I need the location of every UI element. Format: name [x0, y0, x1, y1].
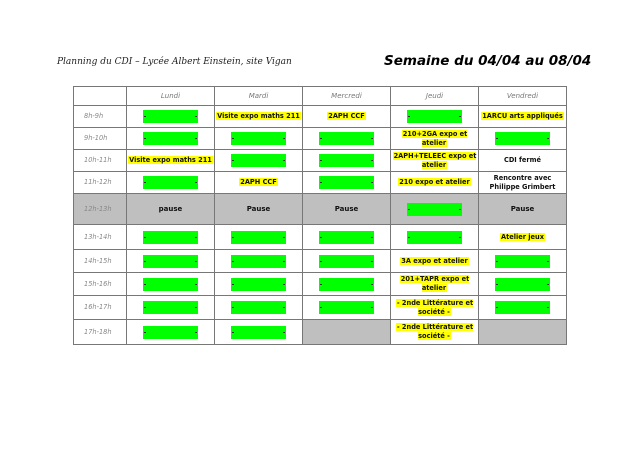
schedule-cell: [479, 250, 567, 273]
available-slot-marker: [143, 231, 198, 244]
schedule-cell: [127, 320, 215, 345]
booked-activity: - 2nde Littérature et société -: [396, 323, 474, 340]
booked-activity: 3A expo et atelier: [401, 256, 468, 265]
schedule-cell: [215, 250, 303, 273]
available-slot-marker: [495, 255, 550, 268]
available-slot-marker: [319, 132, 374, 145]
booked-activity: 201+TAPR expo et atelier: [400, 275, 470, 292]
schedule-cell: [391, 128, 479, 150]
schedule-cell: [127, 225, 215, 250]
available-slot-marker: [407, 110, 462, 123]
day-header: Mercredi: [303, 87, 391, 106]
time-slot: 10h-11h: [74, 150, 127, 172]
schedule-cell: [215, 106, 303, 128]
schedule-table: [73, 86, 567, 345]
schedule-cell: [479, 320, 567, 345]
booked-activity: Atelier jeux: [501, 232, 544, 241]
week-title: Semaine du 04/04 au 08/04: [384, 53, 592, 69]
schedule-cell: [127, 172, 215, 194]
time-slot: 8h-9h: [74, 106, 127, 128]
booked-activity: 210 expo et atelier: [399, 178, 470, 186]
available-slot-marker: [231, 132, 286, 145]
schedule-cell: [303, 150, 391, 172]
planning-title: Planning du CDI – Lycée Albert Einstein, site Vigan: [57, 57, 292, 67]
time-slot: 11h-12h: [74, 172, 127, 194]
schedule-cell: [391, 172, 479, 194]
schedule-row: [74, 106, 567, 128]
time-slot: 16h-17h: [74, 296, 127, 320]
time-slot: 15h-16h: [74, 273, 127, 296]
day-header-row: [74, 87, 567, 106]
available-slot-marker: [143, 176, 198, 189]
booked-activity: 210+2GA expo et atelier: [402, 129, 468, 147]
time-slot: 13h-14h: [74, 225, 127, 250]
schedule-row: [74, 296, 567, 320]
booked-activity: 2APH+TELEEC expo et atelier: [393, 151, 477, 169]
time-slot: 9h-10h: [74, 128, 127, 150]
schedule-row: [74, 320, 567, 345]
available-slot-marker: [231, 326, 286, 339]
schedule-row: [74, 250, 567, 273]
schedule-cell: [391, 225, 479, 250]
available-slot-marker: [231, 154, 286, 167]
day-header: Jeudi: [391, 87, 479, 106]
schedule-cell: [303, 296, 391, 320]
schedule-row: [74, 273, 567, 296]
schedule-cell: [215, 225, 303, 250]
schedule-cell: [215, 296, 303, 320]
booked-activity: 1ARCU arts appliqués: [482, 112, 563, 120]
schedule-row: [74, 128, 567, 150]
schedule-cell: [479, 106, 567, 128]
schedule-cell: [303, 273, 391, 296]
available-slot-marker: [143, 278, 198, 291]
schedule-cell: [479, 172, 567, 194]
schedule-cell: [127, 250, 215, 273]
booked-activity: - 2nde Littérature et société -: [396, 298, 474, 316]
schedule-cell: [391, 250, 479, 273]
schedule-cell: [215, 172, 303, 194]
schedule-cell: [303, 250, 391, 273]
available-slot-marker: [143, 301, 198, 314]
corner-cell: [74, 87, 127, 106]
activity-label: Pause: [510, 204, 535, 213]
schedule-cell: [391, 320, 479, 345]
available-slot-marker: [495, 278, 550, 291]
schedule-cell: [391, 150, 479, 172]
available-slot-marker: [319, 176, 374, 189]
activity-label: CDI fermé: [504, 156, 541, 164]
available-slot-marker: [231, 301, 286, 314]
booked-activity: Visite expo maths 211: [217, 112, 300, 120]
schedule-cell: [127, 296, 215, 320]
activity-label: pause: [158, 204, 183, 213]
booked-activity: Visite expo maths 211: [129, 156, 212, 164]
activity-label: Rencontre avec Philippe Grimbert: [489, 173, 556, 191]
day-header: Mardi: [215, 87, 303, 106]
available-slot-marker: [407, 231, 462, 244]
schedule-cell: [127, 194, 215, 225]
schedule-cell: [479, 273, 567, 296]
available-slot-marker: [319, 231, 374, 244]
schedule-row: [74, 150, 567, 172]
schedule-cell: [215, 273, 303, 296]
available-slot-marker: [231, 278, 286, 291]
schedule-cell: [479, 150, 567, 172]
time-slot: 17h-18h: [74, 320, 127, 345]
schedule-cell: [303, 225, 391, 250]
available-slot-marker: [143, 110, 198, 123]
available-slot-marker: [495, 132, 550, 145]
schedule-cell: [303, 320, 391, 345]
schedule-cell: [303, 194, 391, 225]
schedule-cell: [479, 296, 567, 320]
schedule-cell: [215, 150, 303, 172]
schedule-cell: [127, 150, 215, 172]
schedule-cell: [391, 194, 479, 225]
booked-activity: 2APH CCF: [240, 178, 277, 186]
schedule-cell: [479, 194, 567, 225]
schedule-cell: [127, 273, 215, 296]
available-slot-marker: [231, 231, 286, 244]
schedule-row: [74, 172, 567, 194]
day-header: Lundi: [127, 87, 215, 106]
available-slot-marker: [143, 326, 198, 339]
day-header: Vendredi: [479, 87, 567, 106]
schedule-cell: [215, 128, 303, 150]
booked-activity: 2APH CCF: [328, 112, 365, 120]
schedule-cell: [391, 296, 479, 320]
schedule-cell: [127, 128, 215, 150]
available-slot-marker: [319, 255, 374, 268]
available-slot-marker: [407, 203, 462, 216]
activity-label: Pause: [334, 204, 359, 213]
available-slot-marker: [319, 278, 374, 291]
schedule-cell: [303, 128, 391, 150]
activity-label: Pause: [246, 204, 271, 213]
available-slot-marker: [319, 301, 374, 314]
schedule-cell: [303, 172, 391, 194]
time-slot: 12h-13h: [74, 194, 127, 225]
schedule-cell: [215, 194, 303, 225]
available-slot-marker: [495, 301, 550, 314]
schedule-cell: [303, 106, 391, 128]
schedule-row: [74, 225, 567, 250]
schedule-cell: [391, 273, 479, 296]
schedule-row: [74, 194, 567, 225]
available-slot-marker: [143, 255, 198, 268]
time-slot: 14h-15h: [74, 250, 127, 273]
schedule-cell: [215, 320, 303, 345]
schedule-cell: [391, 106, 479, 128]
schedule-cell: [479, 128, 567, 150]
available-slot-marker: [319, 154, 374, 167]
schedule-cell: [479, 225, 567, 250]
available-slot-marker: [231, 255, 286, 268]
available-slot-marker: [143, 132, 198, 145]
schedule-cell: [127, 106, 215, 128]
